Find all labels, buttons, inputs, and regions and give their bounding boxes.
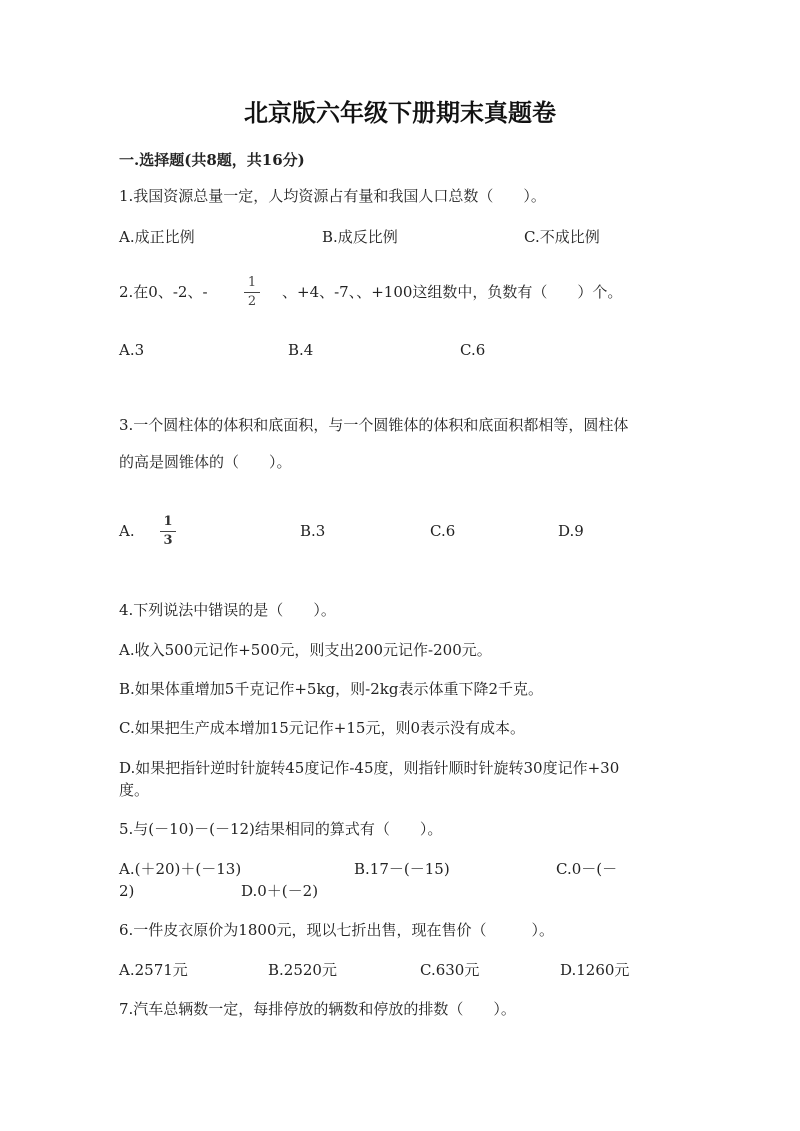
question-1-stem: 1.我国资源总量一定，人均资源占有量和我国人口总数（ ）。: [119, 187, 546, 205]
fraction-numerator: 1: [247, 275, 257, 290]
question-6-option-b: B.2520元: [268, 961, 337, 979]
question-1-option-a: A.成正比例: [119, 228, 195, 246]
question-6-option-d: D.1260元: [560, 961, 630, 979]
question-3-option-a: A.: [119, 522, 135, 540]
question-4-option-c: C.如果把生产成本增加15元记作+15元，则0表示没有成本。: [119, 719, 525, 737]
question-2-fraction: [243, 276, 261, 309]
question-3-stem-line1: 3.一个圆柱体的体积和底面积，与一个圆锥体的体积和底面积都相等，圆柱体: [119, 416, 629, 434]
question-4-option-d-line1: D.如果把指针逆时针旋转45度记作-45度，则指针顺时针旋转30度记作+30: [119, 759, 620, 777]
fraction-denominator: 2: [247, 294, 257, 309]
question-6-stem: 6.一件皮衣原价为1800元，现以七折出售，现在售价（ ）。: [119, 921, 554, 939]
question-3-option-d: D.9: [558, 522, 584, 540]
question-1-option-b: B.成反比例: [322, 228, 398, 246]
question-7-stem: 7.汽车总辆数一定，每排停放的辆数和停放的排数（ ）。: [119, 1000, 516, 1018]
question-4-option-b: B.如果体重增加5千克记作+5kg，则-2kg表示体重下降2千克。: [119, 680, 543, 698]
fraction-numerator: 1: [163, 514, 173, 529]
question-2-option-a: A.3: [119, 341, 145, 359]
question-3-option-b: B.3: [300, 522, 326, 540]
fraction-denominator: 3: [163, 533, 173, 548]
question-5-option-d: D.0＋(－2): [241, 882, 319, 900]
fraction-bar: [160, 531, 176, 532]
question-2-stem-end: 、+4、-7、、+100这组数中，负数有（ ）个。: [282, 283, 623, 301]
question-1-option-c: C.不成比例: [524, 228, 600, 246]
section-heading: 一.选择题(共8题，共16分): [119, 151, 305, 169]
question-2-stem-start: 2.在0、-2、-: [119, 283, 208, 301]
question-3-stem-line2: 的高是圆锥体的（ ）。: [119, 453, 292, 471]
question-5-option-a: A.(＋20)＋(－13): [119, 860, 242, 878]
question-5-option-c-line2: 2): [119, 882, 135, 900]
question-6-option-a: A.2571元: [119, 961, 188, 979]
question-2-option-b: B.4: [288, 341, 314, 359]
question-5-stem: 5.与(－10)－(－12)结果相同的算式有（ ）。: [119, 820, 443, 838]
question-3-option-c: C.6: [430, 522, 456, 540]
question-3-fraction: [159, 515, 177, 548]
question-5-option-c-line1: C.0－(－: [556, 860, 618, 878]
question-6-option-c: C.630元: [420, 961, 480, 979]
question-2-option-c: C.6: [460, 341, 486, 359]
question-5-option-b: B.17－(－15): [354, 860, 450, 878]
fraction-bar: [244, 292, 260, 293]
question-4-stem: 4.下列说法中错误的是（ ）。: [119, 601, 336, 619]
question-4-option-d-line2: 度。: [119, 781, 150, 799]
page-title: 北京版六年级下册期末真题卷: [244, 98, 556, 127]
question-4-option-a: A.收入500元记作+500元，则支出200元记作-200元。: [119, 641, 492, 659]
